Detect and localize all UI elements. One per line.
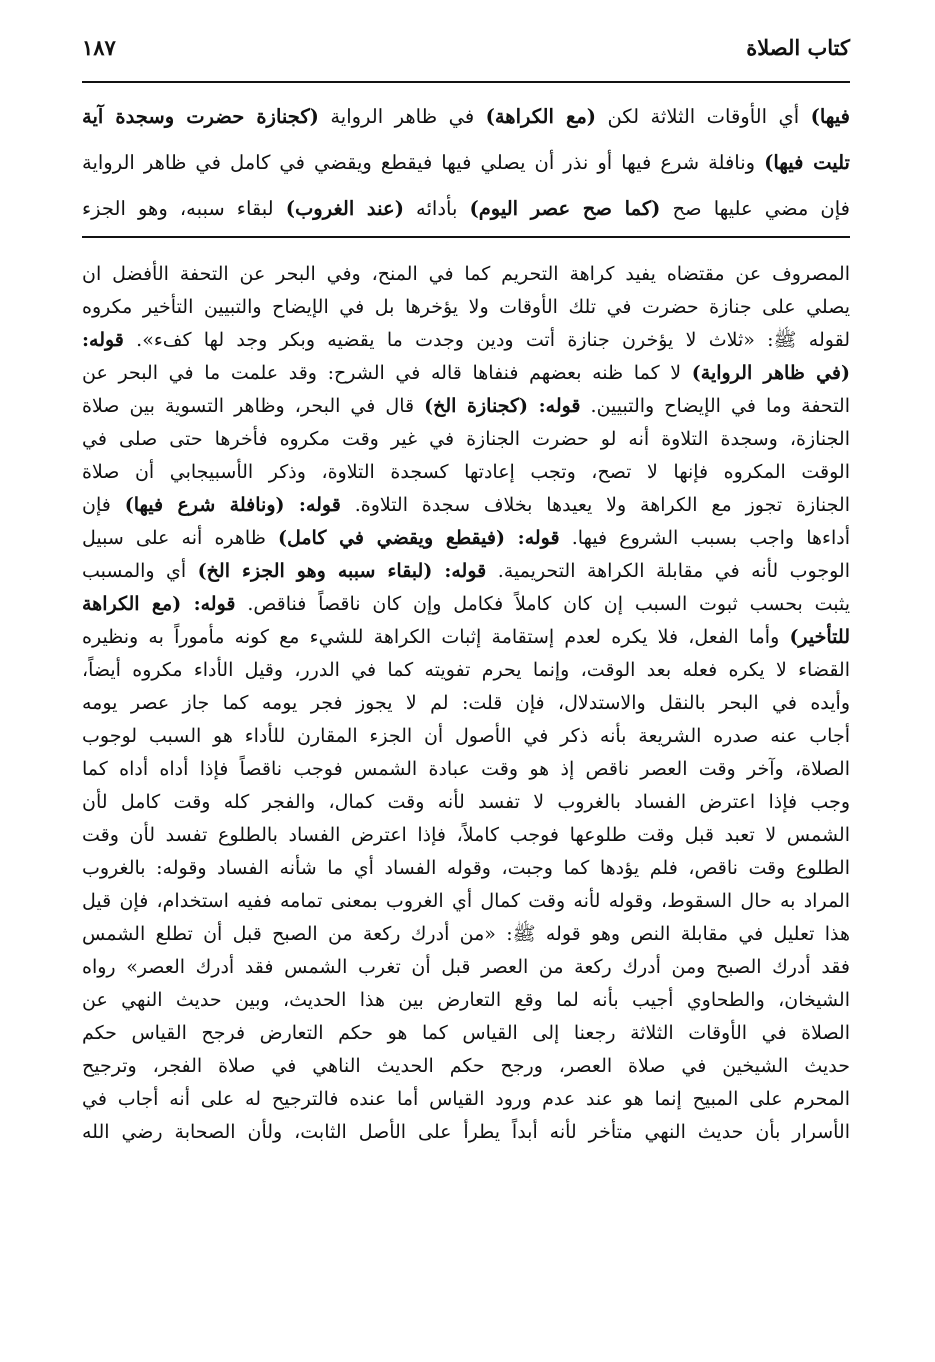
page-header xyxy=(82,30,850,70)
commentary-line: وأيده في البحر بالنقل والاستدلال، فإن قلت: لم لا يجوز فجر يومه كما جاز عصر يومه xyxy=(82,692,850,714)
commentary-text-run: ظاهره أنه على سبيل xyxy=(82,527,278,549)
commentary-text-run: التحفة وما في الإيضاح والتبيين. xyxy=(580,395,850,417)
commentary-line: المراد به حال السقوط، وقوله لأنه وقت كمال أي الغروب بمعنى تمامه ففيه استخدام، فإن قيل xyxy=(82,890,850,912)
matn-bold: فيها) xyxy=(810,105,850,128)
commentary-divider xyxy=(82,236,850,238)
commentary-bold: للتأخير) xyxy=(789,626,850,648)
commentary-line: أجاب عنه صدره الشريعة بأنه ذكر في الأصول أن الجزء المقارن للأداء هو السبب لوجوب xyxy=(82,725,850,747)
commentary-line: وجب فإذا اعترض الفساد بالغروب لا تفسد لأنه وقت كمال، والفجر كله وقت كامل لأن xyxy=(82,791,850,813)
commentary-line: المصروف عن مقتضاه يفيد كراهة التحريم كما في المنح، وفي البحر عن التحفة الأفضل ان xyxy=(82,263,850,285)
matn-bold: (كما صح عصر اليوم) xyxy=(469,197,661,220)
commentary-line: فقد أدرك الصبح ومن أدرك ركعة من العصر قبل أن تغرب الشمس فقد أدرك العصر» رواه xyxy=(82,956,850,978)
book-title: كتاب الصلاة xyxy=(746,35,850,60)
commentary-line: الشيخان، والطحاوي أجيب بأنه لما وقع التعارض بين هذا الحديث، وبين حديث النهي عن xyxy=(82,989,850,1011)
matn-text: ونافلة شرع فيها أو نذر أن يصلي فيها فيقطع ويقضي في كامل في ظاهر الرواية xyxy=(82,151,765,174)
main-text xyxy=(82,94,850,232)
matn-text: لبقاء سببه، وهو الجزء xyxy=(82,197,286,220)
header-divider xyxy=(82,81,850,83)
commentary-line xyxy=(82,357,850,390)
commentary-bold: قوله: (كجنازة الخ) xyxy=(424,395,581,417)
commentary-line: الطلوع وقت ناقص، فلم يؤدها كما وجبت، وقوله الفساد أي ما شأنه الفساد وقوله: بالغروب xyxy=(82,857,850,879)
matn-text: في ظاهر الرواية xyxy=(318,105,486,128)
commentary-text-run: أداءها واجب بسبب الشروع فيها. xyxy=(559,527,850,549)
commentary-line: الوقت المكروه فإنها لا تصح، وتجب إعادتها كسجدة التلاوة، وذكر الأسبيجابي أن صلاة xyxy=(82,461,850,483)
matn-bold: (مع الكراهة) xyxy=(485,105,596,128)
commentary-text-run: لقوله ﷺ: «ثلاث لا يؤخرن جنازة أتت ودين وجدت ما يقضيه وبكر وجد لها كفء». xyxy=(123,329,850,351)
commentary-line: حديث الشيخين في صلاة العصر، ورجح حكم الحديث الناهي في صلاة الفجر، وترجيح xyxy=(82,1055,850,1077)
commentary-text xyxy=(82,258,850,1149)
commentary-line xyxy=(82,390,850,423)
commentary-text-run: قال في البحر، وظاهر التسوية بين صلاة xyxy=(82,395,425,417)
main-text-line xyxy=(82,186,850,232)
commentary-text-run: الوجوب لأنه في مقابلة الكراهة التحريمية. xyxy=(486,560,850,582)
commentary-line: الجنازة، وسجدة التلاوة أنه لو حضرت الجنازة في غير وقت مكروه فأخرها حتى صلى في xyxy=(82,428,850,450)
main-text-line xyxy=(82,140,850,186)
commentary-line: الأسرار بأن حديث النهي متأخر لأنه أبداً يطرأ على الأصل الثابت، ولأن الصحابة رضي الله xyxy=(82,1121,850,1143)
commentary-bold: (في ظاهر الرواية) xyxy=(691,362,850,384)
matn-text: بأدائه xyxy=(403,197,470,220)
commentary-line: الصلاة، وآخر وقت العصر ناقص إذ هو وقت عبادة الشمس فوجب ناقصاً فإذا أداه أداه كما xyxy=(82,758,850,780)
matn-text: أي الأوقات الثلاثة لكن xyxy=(596,105,811,128)
commentary-line: يصلي على جنازة حضرت في تلك الأوقات ولا يؤخرها بل في الإيضاح والتبيين التأخير مكروه xyxy=(82,296,850,318)
commentary-line xyxy=(82,489,850,522)
commentary-line xyxy=(82,555,850,588)
commentary-line xyxy=(82,324,850,357)
commentary-bold: قوله: (ونافلة شرع فيها) xyxy=(124,494,341,516)
commentary-line: الصلاة في الأوقات الثلاثة رجعنا إلى القياس كما هو حكم التعارض فرجح القياس حكم xyxy=(82,1022,850,1044)
commentary-bold: قوله: (فيقطع ويقضي في كامل) xyxy=(277,527,560,549)
matn-text: فإن مضي عليها صح xyxy=(660,197,851,220)
commentary-line xyxy=(82,588,850,621)
commentary-text-run: لا كما ظنه بعضهم فنفاها قاله في الشرح: وقد علمت ما في البحر عن xyxy=(82,362,692,384)
commentary-bold: قوله: xyxy=(82,329,124,351)
commentary-text-run: فإن xyxy=(82,494,125,516)
commentary-text-run: وأما الفعل، فلا يكره لعدم إستقامة إثبات الكراهة للشيء مع كونه مأموراً به ونظيره xyxy=(82,626,790,648)
commentary-text-run: الجنازة تجوز مع الكراهة ولا يعيدها بخلاف سجدة التلاوة. xyxy=(340,494,850,516)
commentary-line: المحرم على المبيح إنما هو عند عدم ورود القياس أما عنده فالترجيح له على أنه أجاب في xyxy=(82,1088,850,1110)
page-number: ١٨٧ xyxy=(82,35,116,60)
commentary-line: القضاء لا يكره فعله بعد الوقت، وإنما يحرم تفويته كما في الدرر، وقيل الأداء مكروه أيضاً، xyxy=(82,659,850,681)
matn-bold: تليت فيها) xyxy=(764,151,850,174)
commentary-text-run: أي والمسبب xyxy=(82,560,198,582)
commentary-bold: قوله: (مع الكراهة xyxy=(82,593,236,615)
main-text-line xyxy=(82,94,850,140)
matn-bold: (عند الغروب) xyxy=(285,197,404,220)
commentary-line: الشمس لا تعبد قبل وقت طلوعها فوجب كاملاً، فإذا اعترض الفساد بالطلوع تفسد لأن وقت xyxy=(82,824,850,846)
commentary-line: هذا تعليل في مقابلة النص وهو قوله ﷺ: «من أدرك ركعة من الصبح قبل أن تطلع الشمس xyxy=(82,923,850,945)
commentary-bold: قوله: (لبقاء سببه وهو الجزء الخ) xyxy=(197,560,487,582)
commentary-line xyxy=(82,621,850,654)
commentary-line xyxy=(82,522,850,555)
matn-bold: (كجنازة حضرت وسجدة آية xyxy=(82,105,319,128)
commentary-text-run: يثبت بحسب ثبوت السبب إن كان كاملاً فكامل وإن كان ناقصاً فناقص. xyxy=(235,593,850,615)
